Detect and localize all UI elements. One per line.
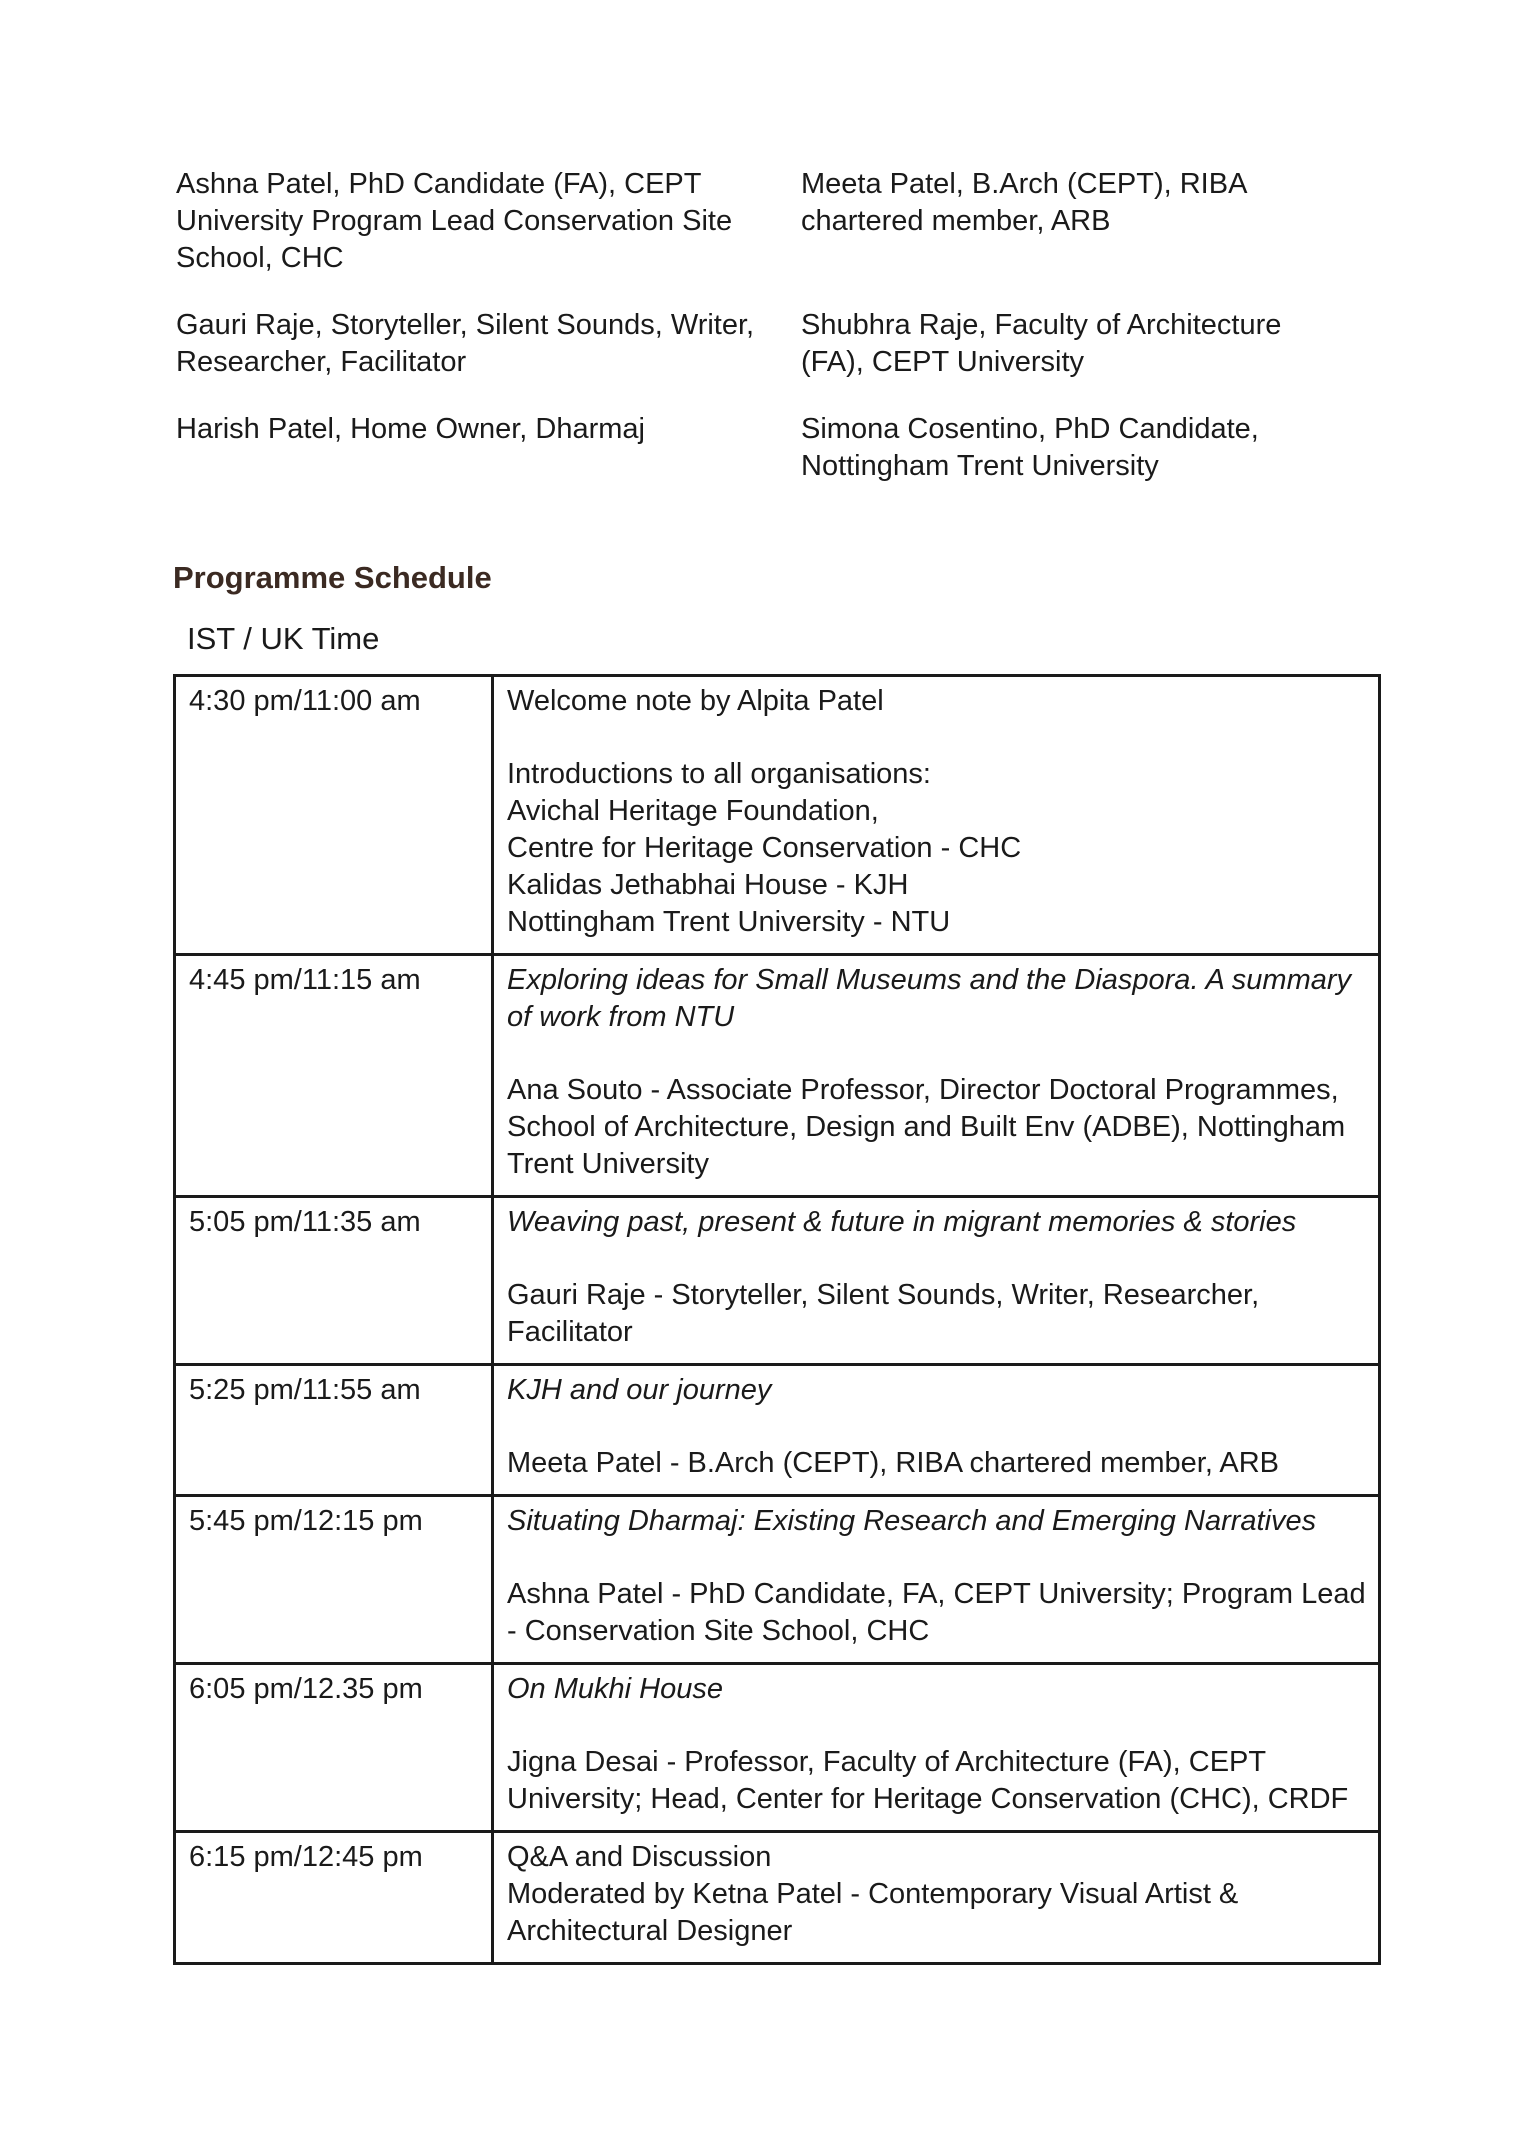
session-text: Welcome note by Alpita Patel	[507, 685, 884, 717]
session-text: Avichal Heritage Foundation,	[507, 795, 879, 827]
participant-entry: Ashna Patel, PhD Candidate (FA), CEPT University Program Lead Conservation Site School, CHC	[176, 168, 733, 274]
session-text: Q&A and Discussion	[507, 1841, 772, 1873]
session-title: Weaving past, present & future in migrant memories & stories	[507, 1206, 1297, 1238]
paragraph-gap	[507, 1241, 1366, 1277]
session-text: School of Architecture, Design and Built Env (ADBE), Nottingham	[507, 1111, 1346, 1143]
session-text: Meeta Patel - B.Arch (CEPT), RIBA chartered member, ARB	[507, 1447, 1279, 1479]
schedule-description	[493, 1365, 1380, 1496]
session-title: KJH and our journey	[507, 1374, 772, 1406]
session-text: Nottingham Trent University - NTU	[507, 906, 951, 938]
schedule-time: 4:30 pm/11:00 am	[175, 676, 493, 955]
session-text: Centre for Heritage Conservation - CHC	[507, 832, 1022, 864]
schedule-description	[493, 676, 1380, 955]
session-title: On Mukhi House	[507, 1673, 723, 1705]
session-text: Ashna Patel - PhD Candidate, FA, CEPT University; Program Lead	[507, 1578, 1366, 1610]
session-text: University; Head, Center for Heritage Conservation (CHC), CRDF	[507, 1783, 1349, 1815]
schedule-row	[175, 955, 1380, 1197]
schedule-time: 6:05 pm/12.35 pm	[175, 1664, 493, 1832]
participants-list	[176, 166, 1386, 485]
session-text: Ana Souto - Associate Professor, Director Doctoral Programmes,	[507, 1074, 1339, 1106]
participant-entry: Meeta Patel, B.Arch (CEPT), RIBA chartered member, ARB	[801, 168, 1248, 237]
session-text: Introductions to all organisations:	[507, 758, 931, 790]
session-text: Kalidas Jethabhai House - KJH	[507, 869, 909, 901]
programme-schedule-heading: Programme Schedule	[173, 560, 492, 595]
session-text: Architectural Designer	[507, 1915, 793, 1947]
schedule-time: 5:25 pm/11:55 am	[175, 1365, 493, 1496]
schedule-row	[175, 1197, 1380, 1365]
participant-entry: Simona Cosentino, PhD Candidate, Nottingham Trent University	[801, 413, 1259, 482]
paragraph-gap	[507, 720, 1366, 756]
session-text: Moderated by Ketna Patel - Contemporary Visual Artist &	[507, 1878, 1239, 1910]
schedule-time: 4:45 pm/11:15 am	[175, 955, 493, 1197]
paragraph-gap	[507, 1036, 1366, 1072]
participant-entry: Harish Patel, Home Owner, Dharmaj	[176, 413, 645, 445]
schedule-time: 5:05 pm/11:35 am	[175, 1197, 493, 1365]
participant-entry: Shubhra Raje, Faculty of Architecture (FA), CEPT University	[801, 309, 1282, 378]
schedule-description	[493, 1496, 1380, 1664]
timezone-label: IST / UK Time	[187, 621, 380, 656]
session-title: Exploring ideas for Small Museums and the Diaspora. A summary	[507, 964, 1352, 996]
schedule-table	[173, 674, 1381, 1965]
session-text: Jigna Desai - Professor, Faculty of Architecture (FA), CEPT	[507, 1746, 1267, 1778]
session-text: - Conservation Site School, CHC	[507, 1615, 930, 1647]
schedule-description	[493, 1197, 1380, 1365]
schedule-row	[175, 1664, 1380, 1832]
schedule-row	[175, 676, 1380, 955]
paragraph-gap	[507, 1708, 1366, 1744]
participant-entry: Gauri Raje, Storyteller, Silent Sounds, Writer, Researcher, Facilitator	[176, 309, 755, 378]
schedule-row	[175, 1496, 1380, 1664]
schedule-description	[493, 1832, 1380, 1964]
schedule-time: 6:15 pm/12:45 pm	[175, 1832, 493, 1964]
schedule-row	[175, 1832, 1380, 1964]
schedule-time: 5:45 pm/12:15 pm	[175, 1496, 493, 1664]
paragraph-gap	[507, 1409, 1366, 1445]
session-title: of work from NTU	[507, 1001, 735, 1033]
schedule-table-body	[175, 676, 1380, 1964]
session-text: Gauri Raje - Storyteller, Silent Sounds, Writer, Researcher,	[507, 1279, 1260, 1311]
session-text: Facilitator	[507, 1316, 633, 1348]
paragraph-gap	[507, 1540, 1366, 1576]
session-text: Trent University	[507, 1148, 709, 1180]
schedule-description	[493, 955, 1380, 1197]
schedule-description	[493, 1664, 1380, 1832]
schedule-row	[175, 1365, 1380, 1496]
session-title: Situating Dharmaj: Existing Research and Emerging Narratives	[507, 1505, 1317, 1537]
